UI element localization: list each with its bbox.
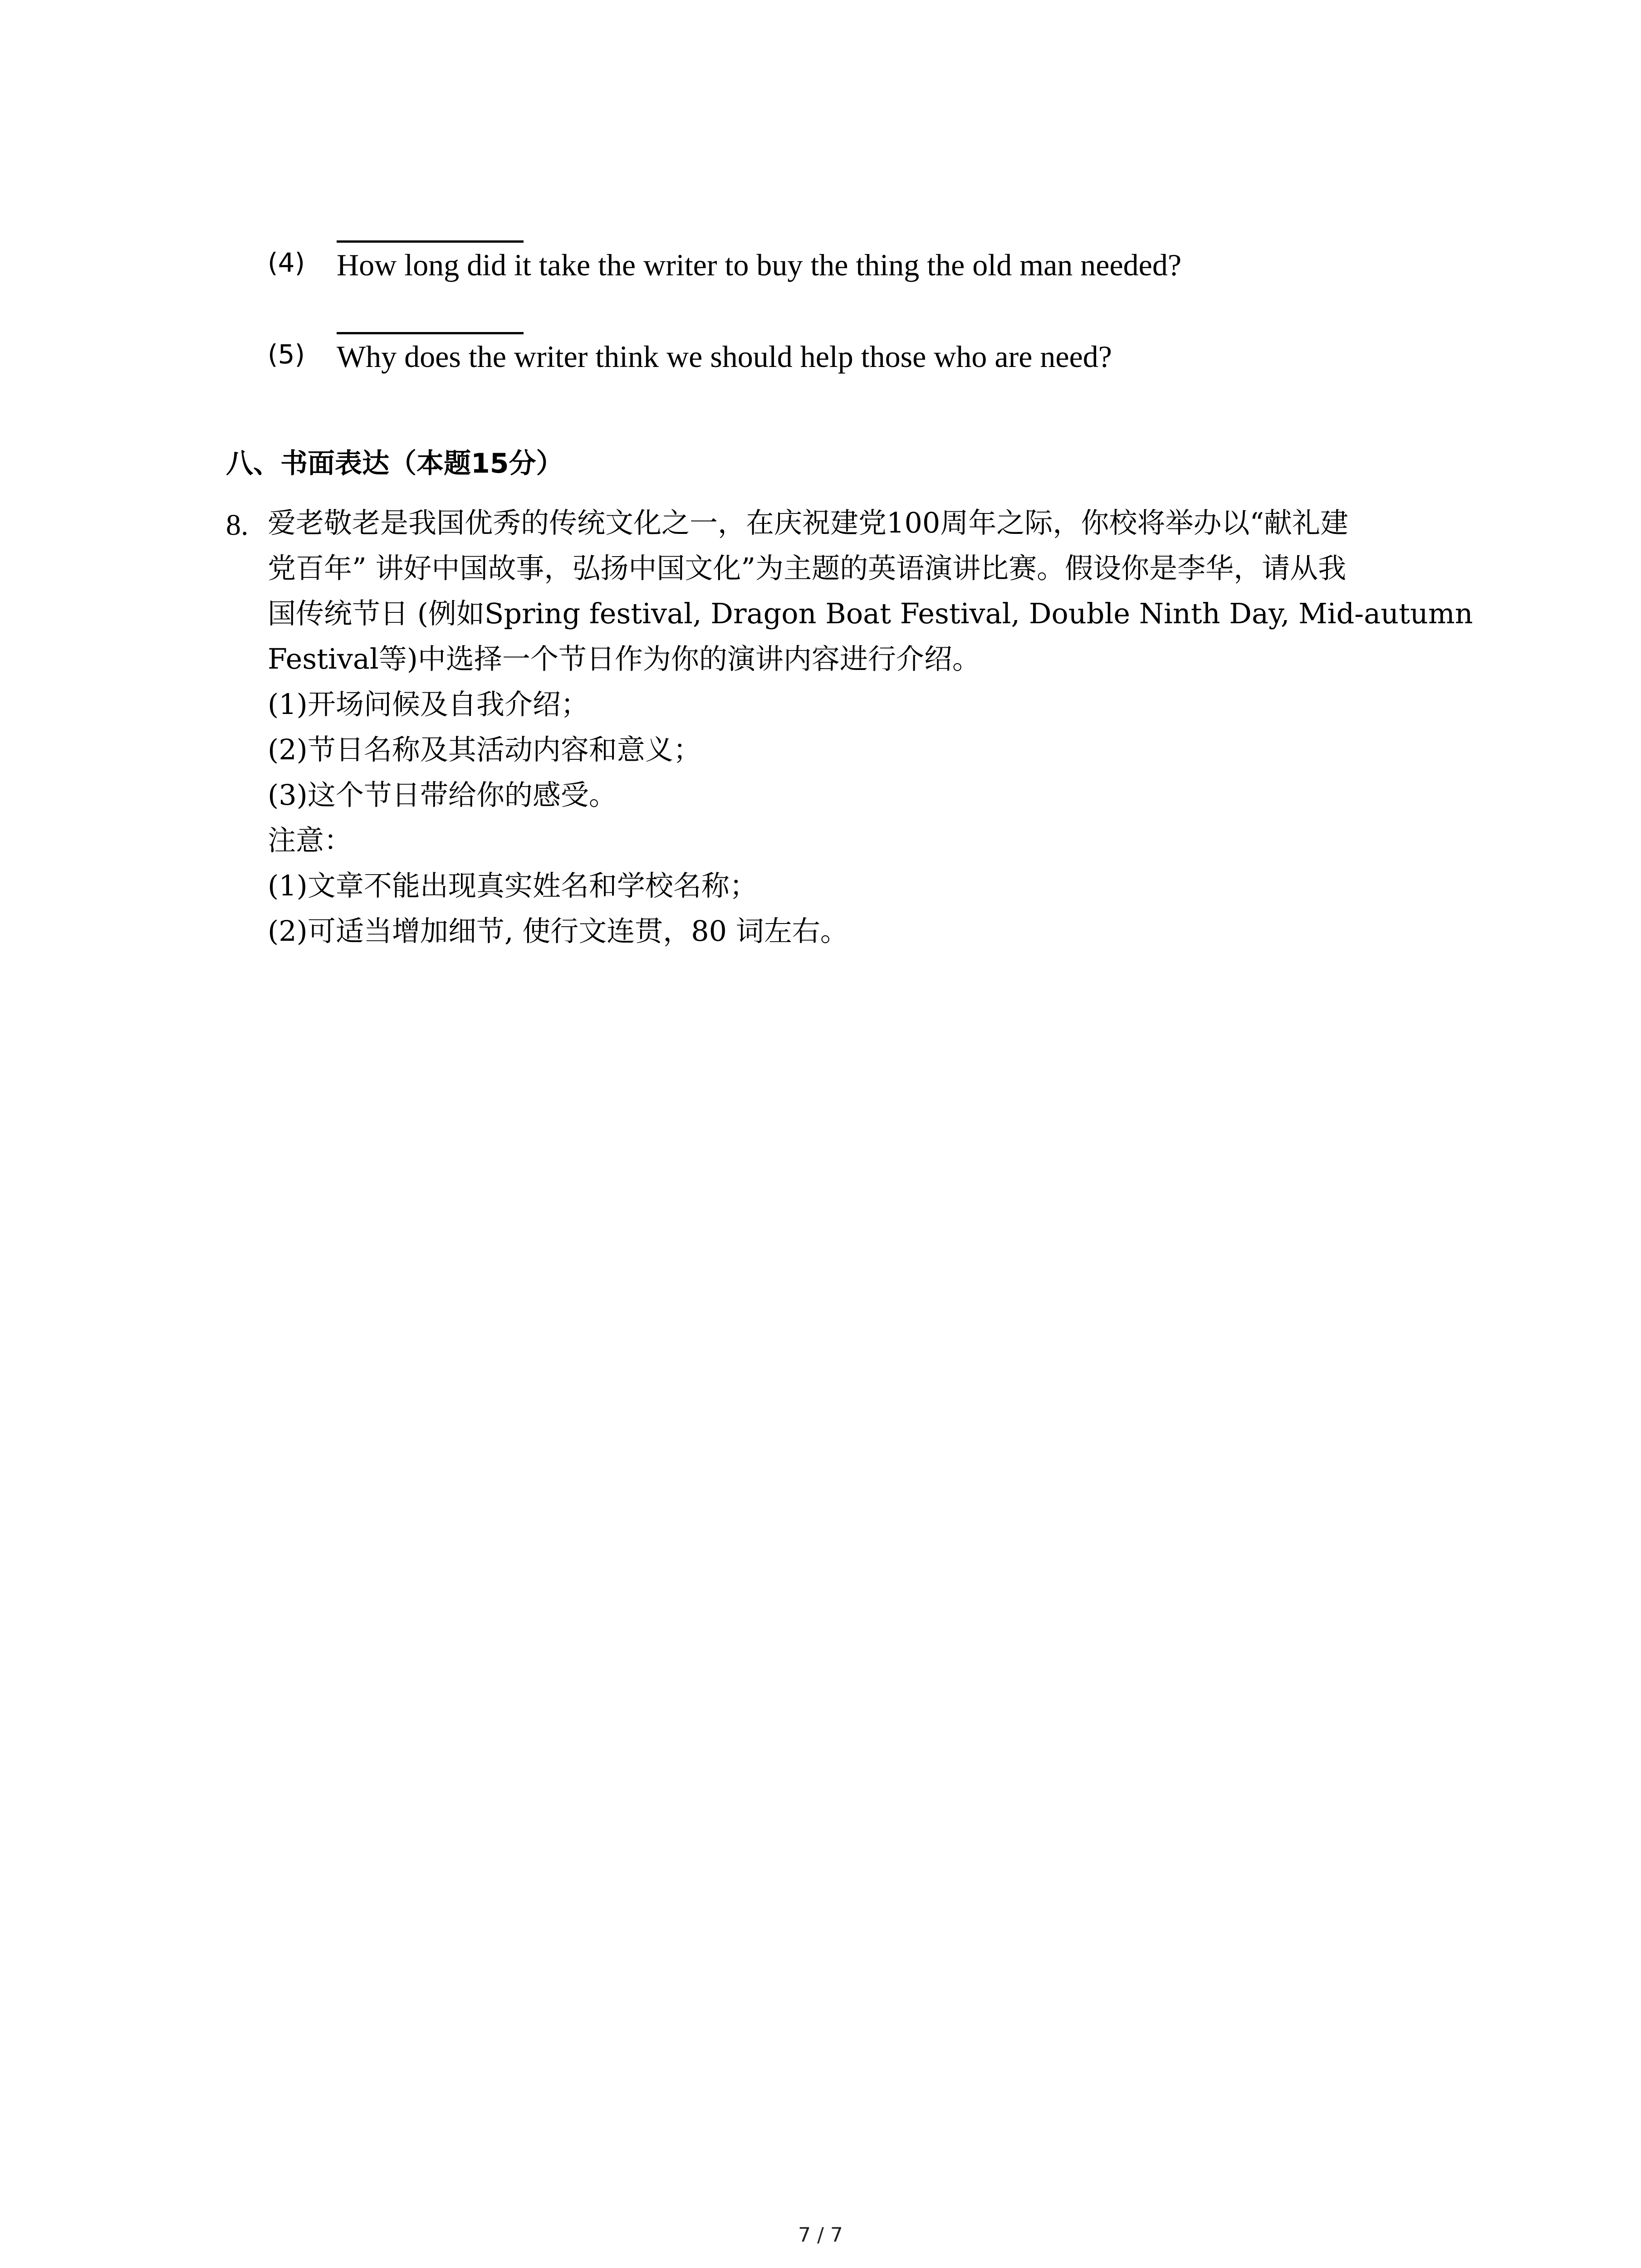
question-text: Why does the writer think we should help those who are need? bbox=[337, 339, 1112, 374]
task-line: (3)这个节日带给你的感受。 bbox=[268, 778, 617, 811]
question-number: (4) bbox=[268, 247, 305, 278]
question-number: (5) bbox=[268, 339, 305, 370]
task-line: 党百年” 讲好中国故事，弘扬中国文化”为主题的英语演讲比赛。假设你是李华，请从我 bbox=[268, 552, 1347, 585]
task-number: 8. bbox=[226, 508, 249, 542]
section-title: 八、书面表达（本题15分） bbox=[226, 448, 563, 479]
task-line: 国传统节日 (例如Spring festival, Dragon Boat Festival, Double Ninth Day, Mid-autumn bbox=[268, 597, 1473, 630]
task-line: (2)可适当增加细节, 使行文连贯，80 词左右。 bbox=[268, 914, 848, 948]
task-line: 注意： bbox=[268, 824, 353, 857]
task-line: (1)开场问候及自我介绍； bbox=[268, 688, 589, 721]
page-number: 7 / 7 bbox=[798, 2224, 843, 2247]
answer-blank bbox=[337, 332, 524, 334]
task-line: (2)节日名称及其活动内容和意义； bbox=[268, 733, 701, 766]
question-text: How long did it take the writer to buy the thing the old man needed? bbox=[337, 248, 1181, 282]
task-line: 爱老敬老是我国优秀的传统文化之一，在庆祝建党100周年之际，你校将举办以“献礼建 bbox=[268, 506, 1349, 539]
task-line: (1)文章不能出现真实姓名和学校名称； bbox=[268, 869, 758, 902]
answer-blank bbox=[337, 240, 524, 243]
task-line: Festival等)中选择一个节日作为你的演讲内容进行介绍。 bbox=[268, 642, 980, 675]
